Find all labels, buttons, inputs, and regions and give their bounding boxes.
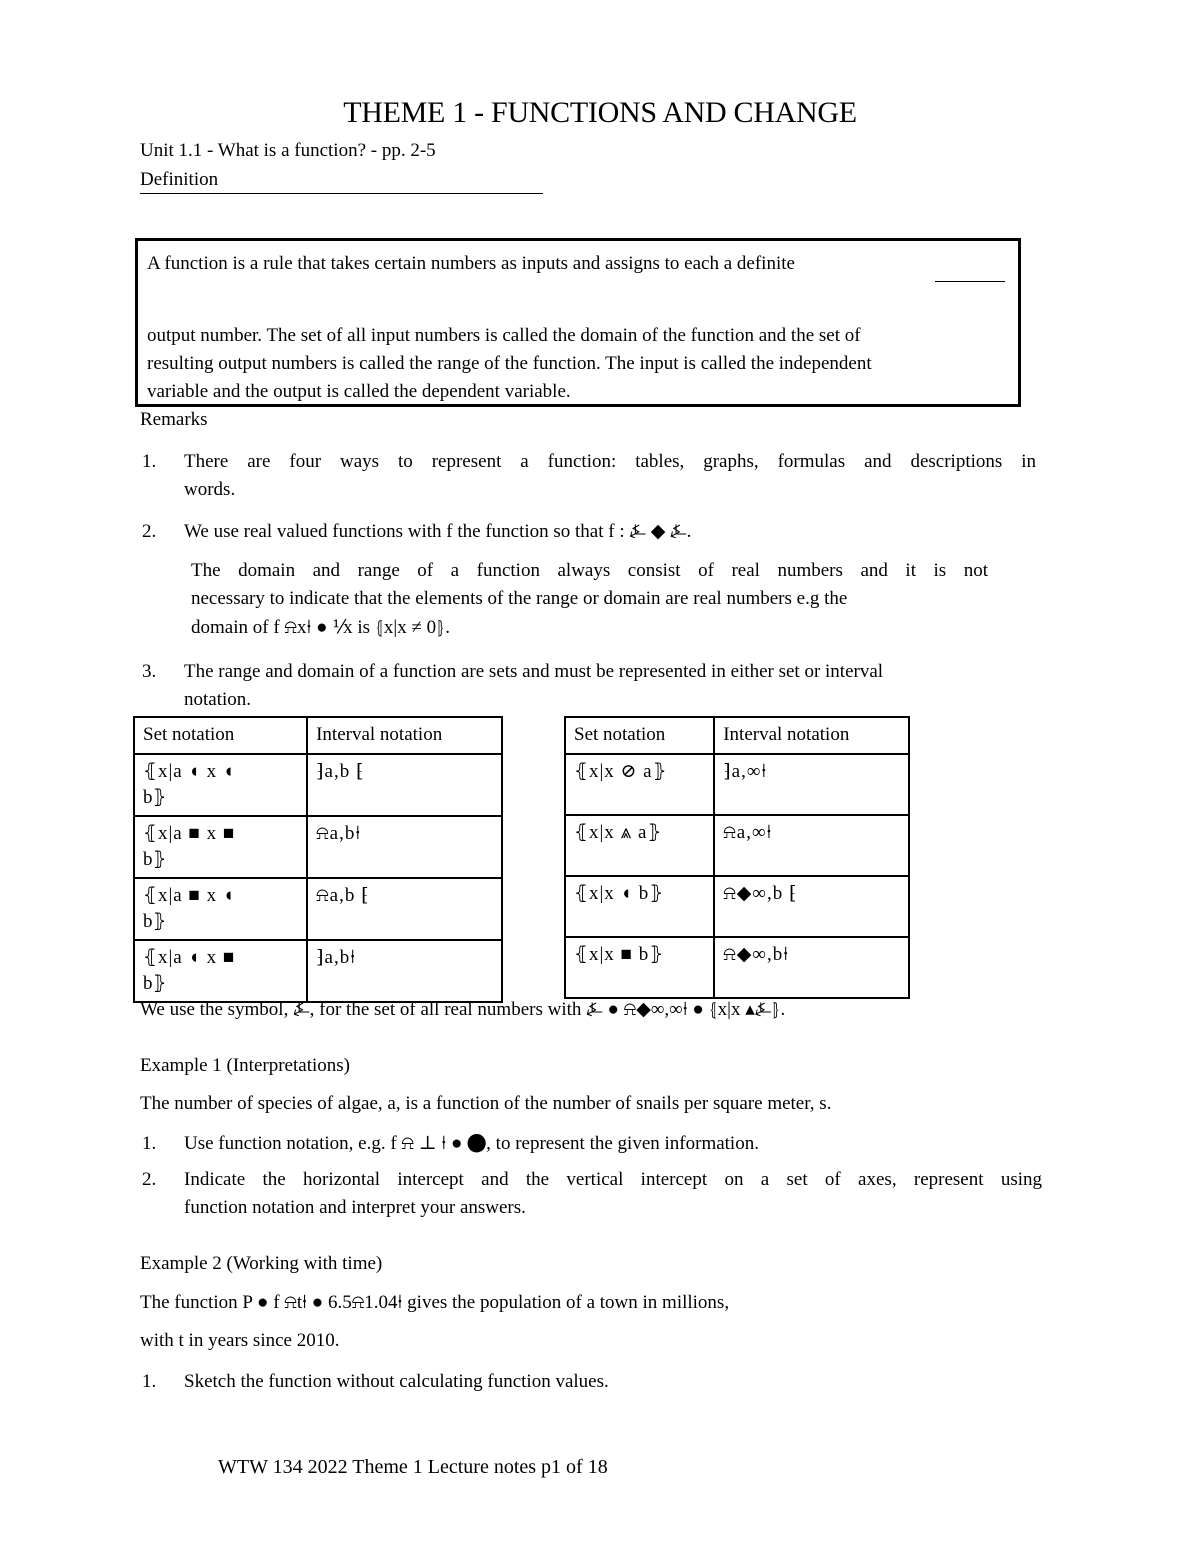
interval-cell: ⍾◆∞,b ⁅ [714, 876, 909, 937]
example-1-item-2-line-1: Indicate the horizontal intercept and the vertical intercept on a set of axes, represent using [184, 1169, 1042, 1190]
notation-table-unbounded [564, 716, 910, 999]
interval-cell: ⍾◆∞,b⍿ [714, 937, 909, 998]
set-cell: ⦃x|x ◖ b⦄ [565, 876, 714, 937]
definition-line-4: variable and the output is called the dependent variable. [147, 381, 571, 402]
example-2-line-1: The function P ● f ⍾t⍿ ● 6.5⍾1.04⍿ gives the population of a town in millions, [140, 1292, 730, 1313]
set-cell: ⦃x|x ⊘ a⦄ [565, 754, 714, 815]
remark-2-sub-line-1: The domain and range of a function always consist of real numbers and it is not [191, 560, 988, 581]
example-2-item-1-number: 1. [142, 1371, 157, 1392]
set-cell: ⦃x|x ⩓ a⦄ [565, 815, 714, 876]
example-2-heading: Example 2 (Working with time) [140, 1253, 383, 1274]
interval-cell: ⍾a,b⍿ [307, 816, 502, 878]
page-footer: WTW 134 2022 Theme 1 Lecture notes p1 of 18 [218, 1456, 608, 1478]
example-1-text: The number of species of algae, a, is a function of the number of snails per square meter, s. [140, 1093, 832, 1114]
example-2-item-1-text: Sketch the function without calculating function values. [184, 1371, 609, 1392]
example-1-item-1-number: 1. [142, 1133, 157, 1154]
remark-1-line-1: There are four ways to represent a function: tables, graphs, formulas and descriptions in [184, 451, 1036, 472]
definition-line-3: resulting output numbers is called the range of the function. The input is called the independent [147, 353, 872, 374]
interval-cell: ⁆a,b⍿ [307, 940, 502, 1002]
remark-2-sub-line-2: necessary to indicate that the elements of the range or domain are real numbers e.g the [191, 588, 848, 609]
interval-cell: ⍾a,∞⍿ [714, 815, 909, 876]
set-cell: ⦃x|a ◖ x ◖ b⦄ [134, 754, 307, 816]
definition-heading: Definition [140, 166, 543, 194]
set-cell: ⦃x|x ■ b⦄ [565, 937, 714, 998]
notation-table-closed [133, 716, 503, 1003]
example-2-line-2: with t in years since 2010. [140, 1330, 340, 1351]
page-title: THEME 1 - FUNCTIONS AND CHANGE [343, 96, 857, 129]
set-cell: ⦃x|a ◖ x ■ b⦄ [134, 940, 307, 1002]
example-1-item-2-number: 2. [142, 1169, 157, 1190]
definition-blank [935, 281, 1005, 282]
remark-2-line-1: We use real valued functions with f the function so that f : ⍼ ◆ ⍼. [184, 521, 692, 542]
set-cell: ⦃x|a ■ x ■ b⦄ [134, 816, 307, 878]
example-1-item-1-text: Use function notation, e.g. f ⍾ ⊥ ⍿ ● ⬤, to represent the given information. [184, 1133, 759, 1154]
definition-line-2: output number. The set of all input numbers is called the domain of the function and the set of [147, 325, 861, 346]
interval-cell: ⁆a,∞⍿ [714, 754, 909, 815]
remark-1-line-2: words. [184, 479, 236, 500]
set-cell: ⦃x|a ■ x ◖ b⦄ [134, 878, 307, 940]
header-interval-notation: Interval notation [307, 717, 502, 754]
remark-3-line-1: The range and domain of a function are sets and must be represented in either set or interval [184, 661, 884, 682]
interval-cell: ⍾a,b ⁅ [307, 878, 502, 940]
definition-line-1: A function is a rule that takes certain numbers as inputs and assigns to each a definite [147, 253, 795, 274]
remark-3-line-2: notation. [184, 689, 252, 710]
unit-heading: Unit 1.1 - What is a function? - pp. 2-5 [140, 140, 436, 161]
interval-cell: ⁆a,b ⁅ [307, 754, 502, 816]
definition-box [135, 238, 1021, 407]
remark-1-number: 1. [142, 451, 157, 472]
remark-2-sub-line-3: domain of f ⍾x⍿ ● ⅟x is ⦃x|x ≠ 0⦄. [191, 617, 450, 638]
remark-3-number: 3. [142, 661, 157, 682]
remark-2-number: 2. [142, 521, 157, 542]
header-set-notation: Set notation [565, 717, 714, 754]
header-interval-notation: Interval notation [714, 717, 909, 754]
header-set-notation: Set notation [134, 717, 307, 754]
example-1-heading: Example 1 (Interpretations) [140, 1055, 350, 1076]
remarks-heading: Remarks [140, 409, 208, 430]
example-1-item-2-line-2: function notation and interpret your answers. [184, 1197, 526, 1218]
reals-symbol-line: We use the symbol, ⍼, for the set of all real numbers with ⍼ ● ⍾◆∞,∞⍿ ● ⦃x|x ▴⍼⦄. [140, 999, 786, 1020]
